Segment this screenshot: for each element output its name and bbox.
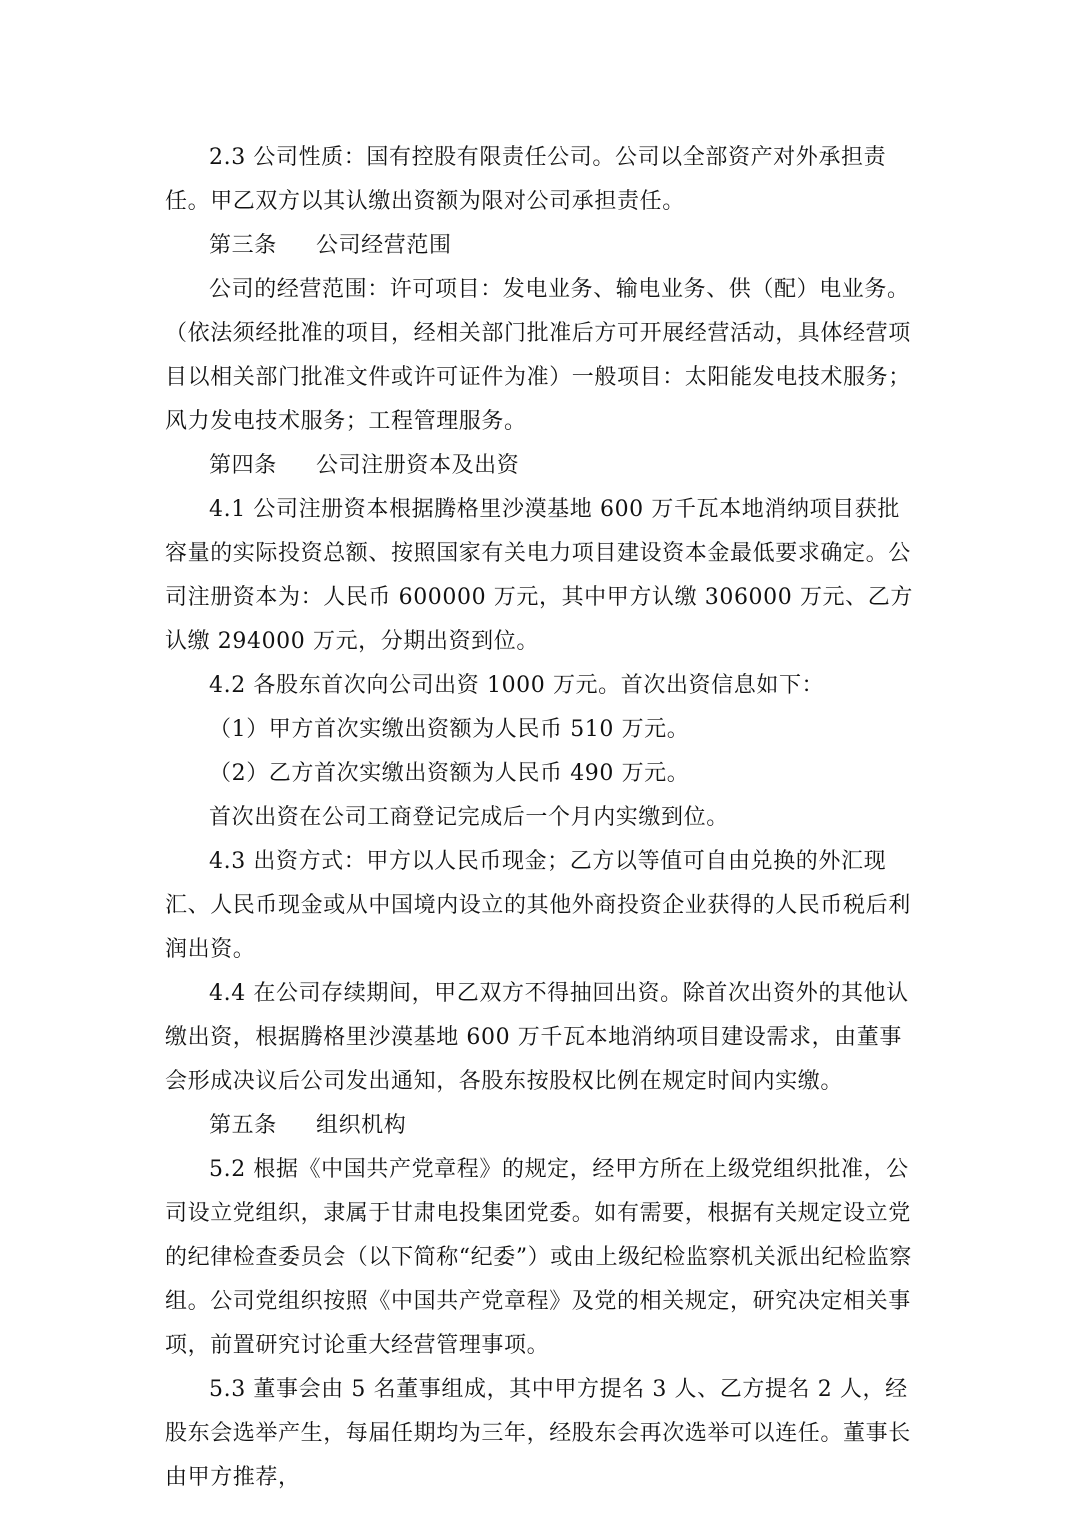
- clause-5-3: 5.3 董事会由 5 名董事组成，其中甲方提名 3 人、乙方提名 2 人，经股东会选举产生，每届任期均为三年，经股东会再次选举可以连任。董事长由甲方推荐，: [165, 1377, 911, 1490]
- clause-4-2-item-2: （2）乙方首次实缴出资额为人民币 490 万元。: [209, 761, 690, 786]
- clause-4-2-item-1: （1）甲方首次实缴出资额为人民币 510 万元。: [209, 717, 690, 742]
- clause-4-1: 4.1 公司注册资本根据腾格里沙漠基地 600 万千瓦本地消纳项目获批容量的实际投资总额、按照国家有关电力项目建设资本金最低要求确定。公司注册资本为：人民币 600000 万元，其中甲方认缴 306000 万元、乙方认缴 294000 万元，分期出资到位。: [165, 497, 913, 654]
- clause-5-2: 5.2 根据《中国共产党章程》的规定，经甲方所在上级党组织批准，公司设立党组织，隶属于甘肃电投集团党委。如有需要，根据有关规定设立党的纪律检查委员会（以下简称“纪委”）或由上级纪检监察机关派出纪检监察组。公司党组织按照《中国共产党章程》及党的相关规定，研究决定相关事项，前置研究讨论重大经营管理事项。: [165, 1157, 912, 1358]
- document-body: [165, 136, 920, 1500]
- clause-4-4: 4.4 在公司存续期间，甲乙双方不得抽回出资。除首次出资外的其他认缴出资，根据腾格里沙漠基地 600 万千瓦本地消纳项目建设需求，由董事会形成决议后公司发出通知，各股东按股权比例在规定时间内实缴。: [165, 981, 909, 1094]
- clause-4-2: 4.2 各股东首次向公司出资 1000 万元。首次出资信息如下：: [209, 673, 825, 698]
- article-4-heading: 第四条 公司注册资本及出资: [209, 453, 520, 478]
- clause-4-3: 4.3 出资方式：甲方以人民币现金；乙方以等值可自由兑换的外汇现汇、人民币现金或从中国境内设立的其他外商投资企业获得的人民币税后利润出资。: [165, 849, 911, 962]
- article-5-heading: 第五条 组织机构: [209, 1113, 407, 1138]
- business-scope-paragraph: 公司的经营范围：许可项目：发电业务、输电业务、供（配）电业务。（依法须经批准的项目，经相关部门批准后方可开展经营活动，具体经营项目以相关部门批准文件或许可证件为准）一般项目：太阳能发电技术服务；风力发电技术服务；工程管理服务。: [165, 277, 911, 434]
- clause-2-3: 2.3 公司性质：国有控股有限责任公司。公司以全部资产对外承担责任。甲乙双方以其认缴出资额为限对公司承担责任。: [165, 145, 887, 214]
- clause-4-2-note: 首次出资在公司工商登记完成后一个月内实缴到位。: [209, 805, 729, 830]
- article-3-heading: 第三条 公司经营范围: [209, 233, 452, 258]
